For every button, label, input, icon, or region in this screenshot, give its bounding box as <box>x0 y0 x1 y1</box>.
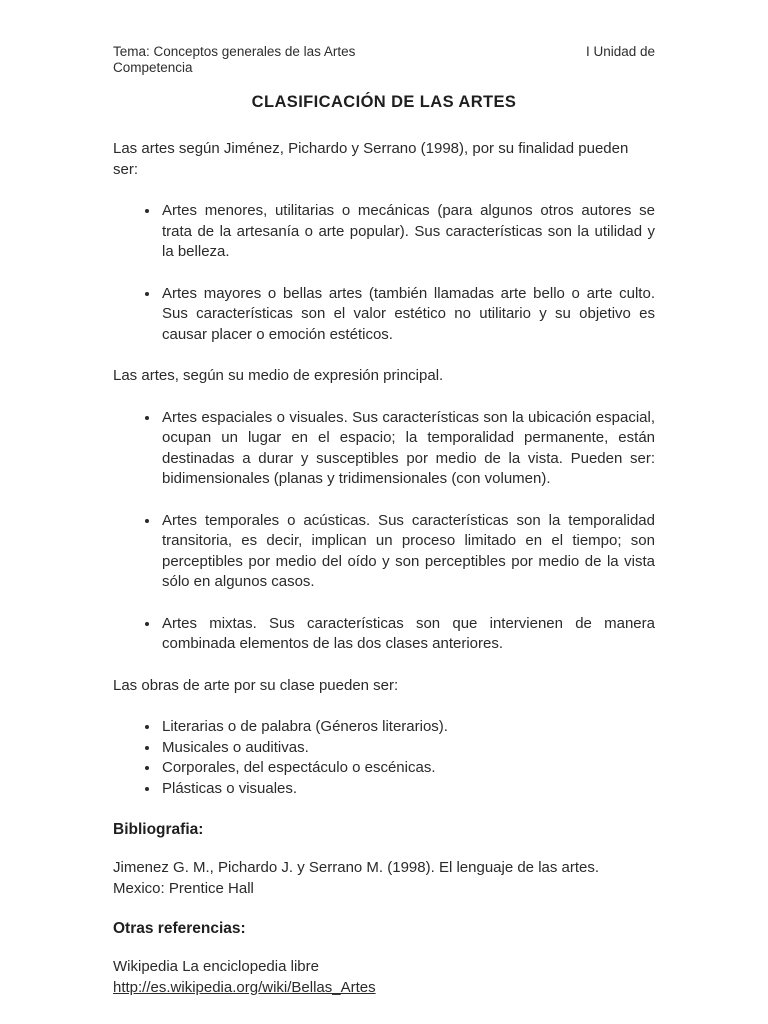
header-unit: I Unidad de <box>585 44 655 59</box>
bibliography-entry-line1: Jimenez G. M., Pichardo J. y Serrano M. (1998). El lenguaje de las artes. <box>113 859 600 876</box>
medio-list <box>113 408 655 655</box>
header-competencia: Competencia <box>113 60 193 75</box>
finalidad-list <box>113 201 655 345</box>
list-item: • Artes mixtas. Sus características son que intervienen de manera combinada elementos de las dos clases anteriores. <box>160 614 655 655</box>
intro-medio: Las artes, según su medio de expresión principal. <box>113 367 444 384</box>
document-header <box>113 44 655 76</box>
other-references-entry <box>113 957 655 998</box>
wikipedia-source: Wikipedia La enciclopedia libre <box>113 958 319 975</box>
header-topic: Tema: Conceptos generales de las Artes <box>113 44 356 59</box>
list-item: • Artes espaciales o visuales. Sus características son la ubicación espacial, ocupan un lugar en el espacio; la temporalidad permanente, están destinadas a durar y susceptibles por medio de la vista. Pueden ser: bidimensionales (planas y tridimensionales (con volumen). <box>160 408 655 490</box>
list-item: • Literarias o de palabra (Géneros literarios). <box>160 717 655 738</box>
bibliography-entry-line2: Mexico: Prentice Hall <box>113 879 254 897</box>
list-item: • Plásticas o visuales. <box>160 779 655 800</box>
list-item: • Artes temporales o acústicas. Sus características son la temporalidad transitoria, es decir, implican un proceso limitado en el tiempo; son perceptibles por medio del oído y son perceptibles por medio de la vista sólo en algunos casos. <box>160 511 655 593</box>
list-item: • Artes menores, utilitarias o mecánicas (para algunos otros autores se trata de la artesanía o arte popular). Sus características son la utilidad y la belleza. <box>160 201 655 263</box>
list-item: • Artes mayores o bellas artes (también llamadas arte bello o arte culto. Sus características son el valor estético no utilitario y su objetivo es causar placer o emoción estéticos. <box>160 284 655 346</box>
page-title: CLASIFICACIÓN DE LAS ARTES <box>251 93 517 111</box>
intro-clase: Las obras de arte por su clase pueden ser: <box>113 676 399 694</box>
list-item: • Musicales o auditivas. <box>160 738 655 759</box>
intro-finalidad: Las artes según Jiménez, Pichardo y Serrano (1998), por su finalidad pueden ser: <box>113 140 629 178</box>
bibliography-heading: Bibliografia: <box>113 821 204 838</box>
bibliography-entry <box>113 858 655 899</box>
clase-list <box>113 717 655 799</box>
other-references-heading: Otras referencias: <box>113 920 246 937</box>
wikipedia-link[interactable]: http://es.wikipedia.org/wiki/Bellas_Artes <box>113 978 376 996</box>
list-item: • Corporales, del espectáculo o escénicas. <box>160 758 655 779</box>
